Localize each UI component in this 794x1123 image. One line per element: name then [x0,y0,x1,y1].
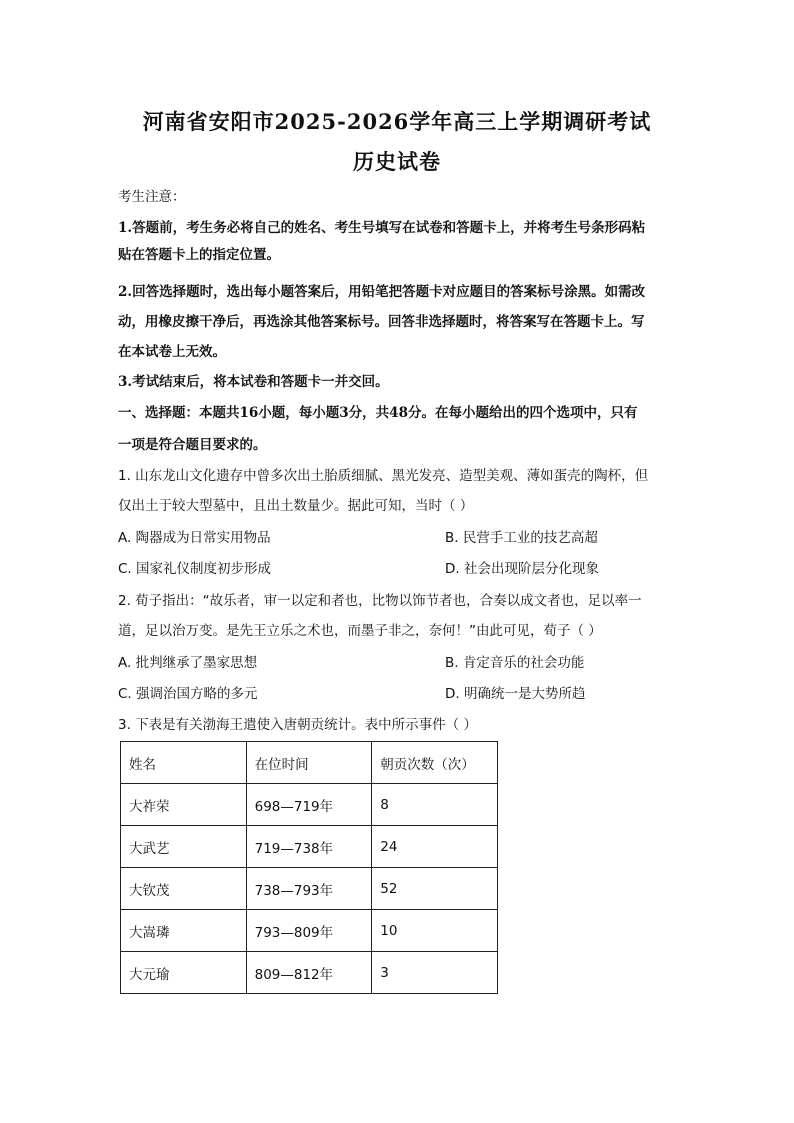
table-header-name: 姓名 [121,742,247,784]
section-heading-line-2: 一项是符合题目要求的。 [118,437,267,453]
table-cell-count: 8 [372,784,498,826]
table-cell-count: 3 [372,952,498,994]
exam-subject: 历史试卷 [353,149,441,174]
table-cell-count: 24 [372,826,498,868]
notice-item-2-line-2: 动，用橡皮擦干净后，再选涂其他答案标号。回答非选择题时，将答案写在答题卡上。写 [118,314,645,330]
exam-title: 河南省安阳市2025-2026学年高三上学期调研考试 [142,109,652,134]
table-cell-name: 大武艺 [121,826,247,868]
table-header-count: 朝贡次数（次） [372,742,498,784]
question-1-stem-line-2: 仅出土于较大型墓中，且出土数量少。据此可知，当时（ ） [118,498,474,514]
table-row [121,784,498,826]
question-2-option-a: A. 批判继承了墨家思想 [118,655,258,671]
question-3-stem: 3. 下表是有关渤海王遣使入唐朝贡统计。表中所示事件（ ） [118,717,477,733]
tribute-table [120,741,498,994]
table-cell-reign: 719—738年 [246,826,372,868]
table-cell-count: 52 [372,868,498,910]
table-cell-count: 10 [372,910,498,952]
notice-item-2-line-1: 2.回答选择题时，选出每小题答案后，用铅笔把答题卡对应题目的答案标号涂黑。如需改 [118,284,646,300]
table-header-reign: 在位时间 [246,742,372,784]
question-1-option-a: A. 陶器成为日常实用物品 [118,530,271,546]
section-heading-line-1: 一、选择题：本题共16小题，每小题3分，共48分。在每小题给出的四个选项中，只有 [118,405,638,421]
table-cell-reign: 793—809年 [246,910,372,952]
notice-item-2-line-3: 在本试卷上无效。 [118,344,226,360]
question-1-option-b: B. 民营手工业的技艺高超 [445,530,598,546]
table-cell-name: 大祚荣 [121,784,247,826]
question-2-stem-line-1: 2. 荀子指出：“故乐者，审一以定和者也，比物以饰节者也，合奏以成文者也，足以率一 [118,593,642,609]
question-1-option-c: C. 国家礼仪制度初步形成 [118,561,272,577]
question-2-option-b: B. 肯定音乐的社会功能 [445,655,585,671]
table-cell-name: 大元瑜 [121,952,247,994]
question-2-stem-line-2: 道，足以治万变。是先王立乐之术也，而墨子非之，奈何！”由此可见，荀子（ ） [118,623,602,639]
table-cell-name: 大嵩璘 [121,910,247,952]
table-row [121,952,498,994]
question-1-option-d: D. 社会出现阶层分化现象 [445,561,599,577]
table-cell-reign: 698—719年 [246,784,372,826]
table-row [121,868,498,910]
notice-item-1-line-1: 1.答题前，考生务必将自己的姓名、考生号填写在试卷和答题卡上，并将考生号条形码粘 [118,220,646,236]
question-2-option-c: C. 强调治国方略的多元 [118,686,258,702]
notice-item-3-line-1: 3.考试结束后，将本试卷和答题卡一并交回。 [118,374,389,390]
table-cell-reign: 809—812年 [246,952,372,994]
question-1-stem-line-1: 1. 山东龙山文化遗存中曾多次出土胎质细腻、黑光发亮、造型美观、薄如蛋壳的陶杯，但 [118,468,649,484]
table-row [121,826,498,868]
table-row [121,910,498,952]
question-2-option-d: D. 明确统一是大势所趋 [445,686,586,702]
table-cell-reign: 738—793年 [246,868,372,910]
notice-item-1-line-2: 贴在答题卡上的指定位置。 [118,247,280,263]
table-header-row [121,742,498,784]
table-cell-name: 大钦茂 [121,868,247,910]
notice-heading: 考生注意： [118,189,186,205]
